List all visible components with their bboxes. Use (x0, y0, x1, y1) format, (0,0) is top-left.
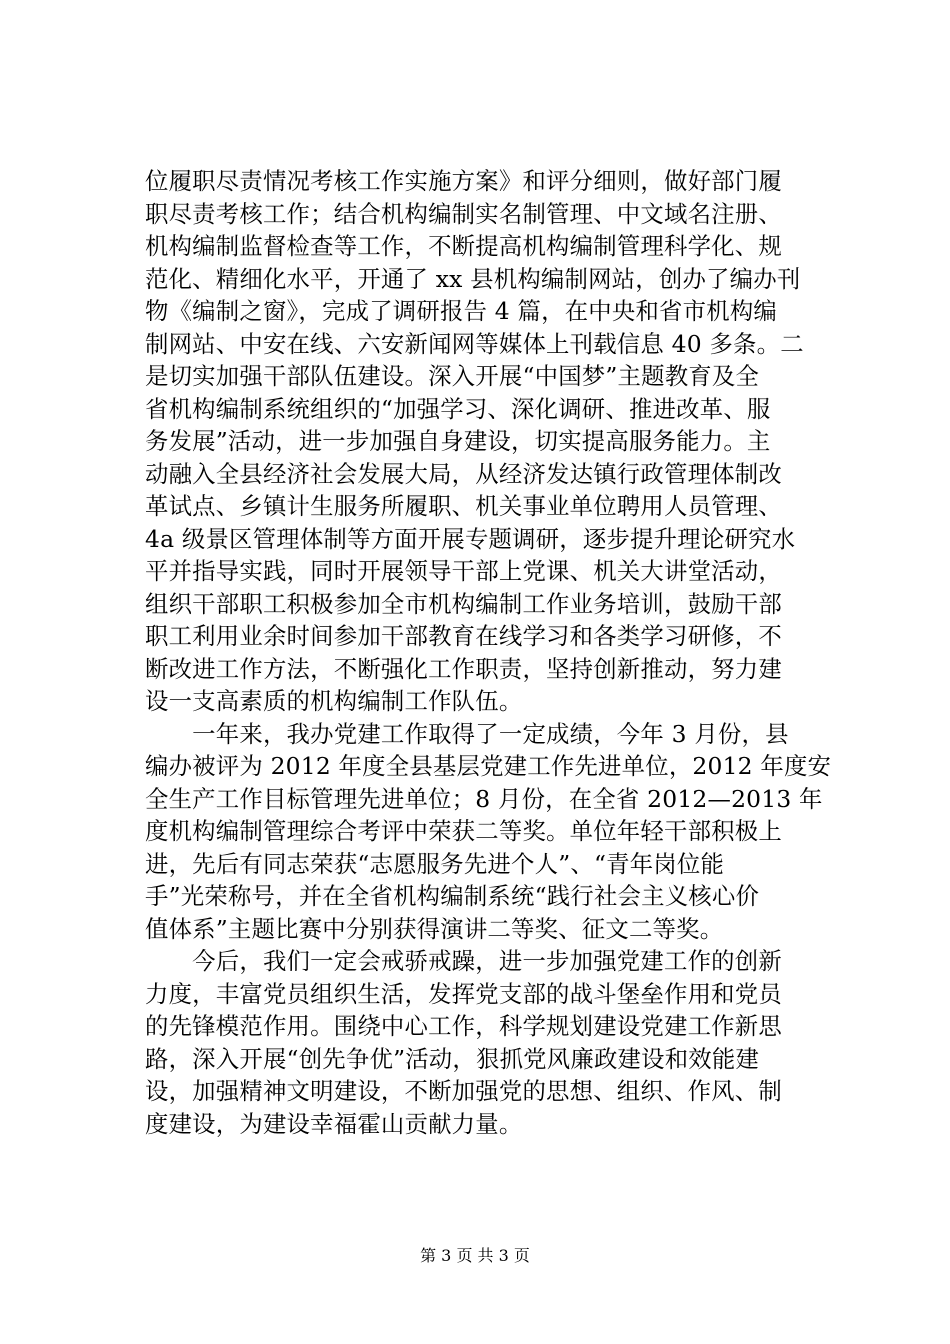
text-line: 断改进工作方法，不断强化工作职责，坚持创新推动，努力建 (145, 654, 782, 683)
text-line: 是切实加强干部队伍建设。深入开展“中国梦”主题教育及全 (145, 362, 760, 390)
text-line: 平并指导实践，同时开展领导干部上党课、机关大讲堂活动， (145, 557, 782, 585)
text-line: 度建设，为建设幸福霍山贡献力量。 (145, 1109, 523, 1138)
text-line: 范化、精细化水平，开通了 xx 县机构编制网站，创办了编办刊 (145, 264, 801, 293)
text-line: 4a 级景区管理体制等方面开展专题调研，逐步提升理论研究水 (145, 524, 796, 553)
text-line: 度机构编制管理综合考评中荣获二等奖。单位年轻干部积极上 (145, 817, 782, 845)
text-line: 动融入全县经济社会发展大局，从经济发达镇行政管理体制改 (145, 459, 782, 488)
text-line: 务发展”活动，进一步加强自身建设，切实提高服务能力。主 (145, 427, 771, 455)
text-line: 手”光荣称号，并在全省机构编制系统“践行社会主义核心价 (145, 882, 760, 910)
text-line: 位履职尽责情况考核工作实施方案》和评分细则，做好部门履 (145, 167, 782, 195)
text-line: 机构编制监督检查等工作，不断提高机构编制管理科学化、规 (145, 232, 782, 260)
text-line: 进，先后有同志荣获“志愿服务先进个人”、“青年岗位能 (145, 849, 725, 878)
text-line: 今后，我们一定会戒骄戒躁，进一步加强党建工作的创新 (145, 947, 782, 975)
text-line: 物《编制之窗》，完成了调研报告 4 篇，在中央和省市机构编 (145, 297, 778, 325)
text-line: 路，深入开展“创先争优”活动，狠抓党风廉政建设和效能建 (145, 1044, 760, 1073)
text-line: 组织干部职工积极参加全市机构编制工作业务培训，鼓励干部 (145, 589, 782, 618)
text-line: 的先锋模范作用。围绕中心工作，科学规划建设党建工作新思 (145, 1012, 782, 1040)
text-line: 职尽责考核工作；结合机构编制实名制管理、中文域名注册、 (145, 199, 782, 228)
text-line: 制网站、中安在线、六安新闻网等媒体上刊载信息 40 多条。二 (145, 329, 804, 358)
text-line: 设，加强精神文明建设，不断加强党的思想、组织、作风、制 (145, 1077, 782, 1105)
text-line: 革试点、乡镇计生服务所履职、机关事业单位聘用人员管理、 (145, 492, 782, 520)
text-line: 值体系”主题比赛中分别获得演讲二等奖、征文二等奖。 (145, 914, 724, 943)
text-line: 设一支高素质的机构编制工作队伍。 (145, 687, 523, 715)
text-line: 全生产工作目标管理先进单位；8 月份，在全省 2012—2013 年 (145, 784, 823, 813)
text-line: 省机构编制系统组织的“加强学习、深化调研、推进改革、服 (145, 394, 771, 423)
text-line: 编办被评为 2012 年度全县基层党建工作先进单位，2012 年度安 (145, 752, 832, 780)
page-footer: 第 3 页 共 3 页 (420, 1246, 530, 1265)
text-line: 力度，丰富党员组织生活，发挥党支部的战斗堡垒作用和党员 (145, 979, 782, 1008)
text-line: 职工利用业余时间参加干部教育在线学习和各类学习研修，不 (145, 622, 782, 650)
text-line: 一年来，我办党建工作取得了一定成绩，今年 3 月份，县 (145, 719, 789, 748)
body-text (145, 165, 832, 1140)
